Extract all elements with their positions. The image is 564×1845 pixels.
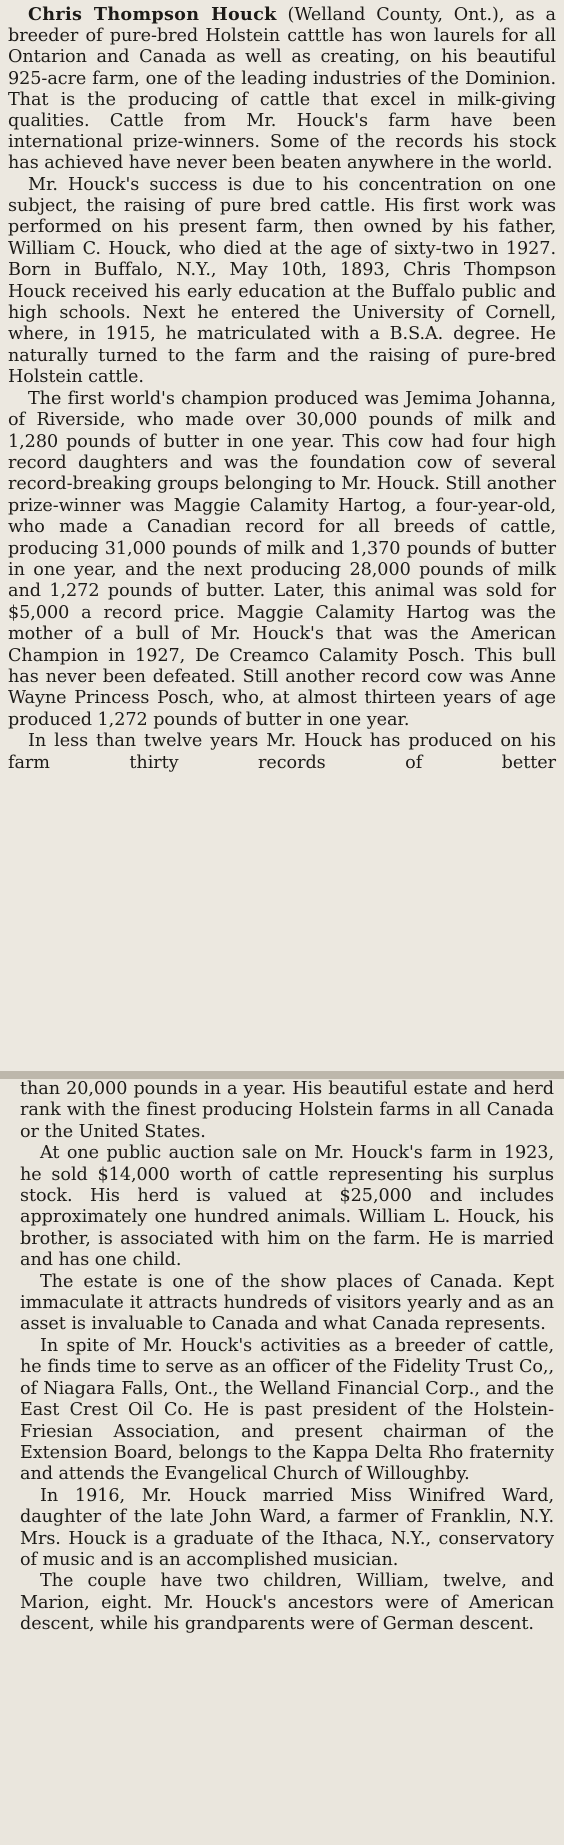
paragraph-activities: In spite of Mr. Houck's activities as a breeder of cattle, he finds time to serve as an officer of the Fidelity Trust Co,, of Niagara Falls, Ont., the Welland Financial Corp., and the East Crest Oil Co. He is past president of the Holstein-Friesian Association, and present chairman of the Extension Board, belongs to the Kappa Delta Rho fraternity and attends the Evangelical Church of Willoughby.	[20, 1335, 554, 1485]
paragraph-intro-text: (Welland County, Ont.), as a breeder of pure-bred Holstein catttle has won laurels for all Ontarion and Canada as well as creating, on his beautiful 925-acre farm, one of the leading industries of the Dominion. That is the producing of cattle that excel in milk-giving qualities. Cattle from Mr. Houck's farm have been international prize-winners. Some of the records his stock has achieved have never been beaten anywhere in the world.	[8, 5, 556, 174]
paragraph-marriage: In 1916, Mr. Houck married Miss Winifred Ward, daughter of the late John Ward, a farmer of Franklin, N.Y. Mrs. Houck is a graduate of the Ithaca, N.Y., conservatory of music and is an accomplished musician.	[20, 1485, 554, 1570]
paragraph-family: The couple have two children, William, twelve, and Marion, eight. Mr. Houck's ancestors were of American descent, while his grandparents were of German descent.	[20, 1571, 554, 1635]
paragraph-auction: At one public auction sale on Mr. Houck's farm in 1923, he sold $14,000 worth of cattle representing his surplus stock. His herd is valued at $25,000 and includes approximately one hundred animals. William L. Houck, his brother, is associated with him on the farm. He is married and has one child.	[20, 1143, 554, 1271]
paragraph-success: Mr. Houck's success is due to his concentration on one subject, the raising of pure bred cattle. His first work was performed on his present farm, then owned by his father, William C. Houck, who died at the age of sixty-two in 1927. Born in Buffalo, N.Y., May 10th, 1893, Chris Thompson Houck received his early education at the Buffalo public and high schools. Next he entered the University of Cornell, where, in 1915, he matriculated with a B.S.A. degree. He naturally turned to the farm and the raising of pure-bred Holstein cattle.	[8, 174, 556, 388]
paragraph-estate: The estate is one of the show places of Canada. Kept immaculate it attracts hundreds of visitors yearly and as an asset is invaluable to Canada and what Canada represents.	[20, 1271, 554, 1335]
paragraph-records-continued: than 20,000 pounds in a year. His beautiful estate and herd rank with the finest producing Holstein farms in all Canada or the United States.	[20, 1079, 554, 1142]
subject-name: Chris Thompson Houck	[28, 4, 277, 25]
clipping-gap	[0, 1071, 564, 1079]
paragraph-records-start: In less than twelve years Mr. Houck has produced on his farm thirty records of better	[8, 731, 556, 773]
article-column-lower	[0, 1079, 564, 1845]
paragraph-champions: The first world's champion produced was Jemima Johanna, of Riverside, who made over 30,000 pounds of milk and 1,280 pounds of butter in one year. This cow had four high record daughters and was the foundation cow of several record-breaking groups belonging to Mr. Houck. Still another prize-winner was Maggie Calamity Hartog, a four-year-old, who made a Canadian record for all breeds of cattle, producing 31,000 pounds of milk and 1,370 pounds of butter in one year, and the next producing 28,000 pounds of milk and 1,272 pounds of butter. Later, this animal was sold for $5,000 a record price. Maggie Calamity Hartog was the mother of a bull of Mr. Houck's that was the American Champion in 1927, De Creamco Calamity Posch. This bull has never been defeated. Still another record cow was Anne Wayne Princess Posch, who, at almost thirteen years of age produced 1,272 pounds of butter in one year.	[8, 388, 556, 730]
paragraph-intro	[8, 4, 556, 175]
